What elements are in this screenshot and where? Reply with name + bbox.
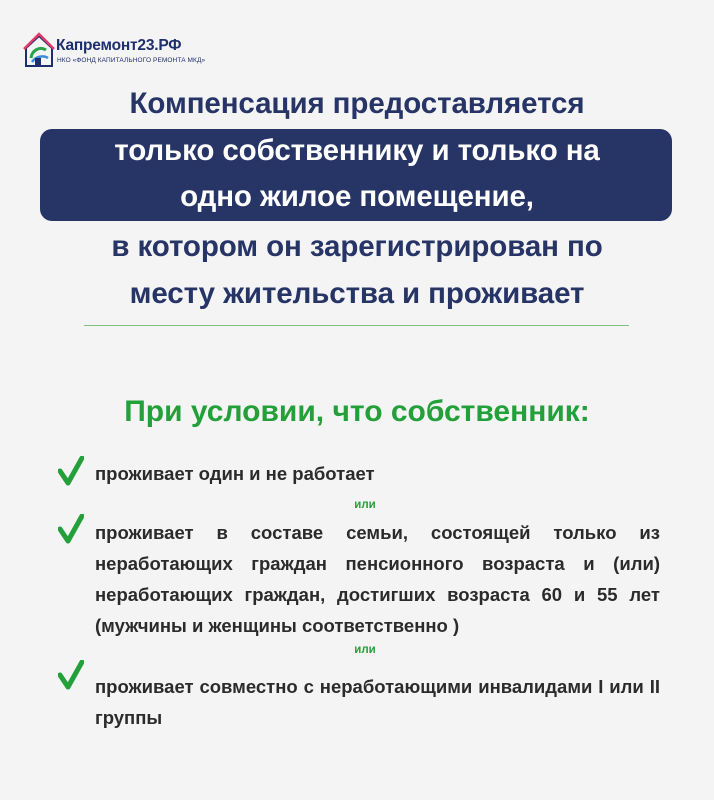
condition-item-3-text: проживает совместно с неработающими инвалидами I или II группы — [95, 676, 660, 728]
logo-title: Капремонт23.РФ — [56, 37, 182, 54]
condition-item-1: проживает один и не работает — [95, 463, 375, 484]
or-separator-1: или — [354, 499, 376, 511]
or-separator-2: или — [354, 644, 376, 656]
headline-line-4: в котором он зарегистрирован по — [111, 230, 603, 263]
house-logo-icon — [22, 28, 56, 68]
condition-item-2-text: проживает в составе семьи, состоящей только из неработающих граждан пенсионного возраста и (или) неработающих граждан, достигших возраста 60 и 55 лет (мужчины и женщины соответственно ) — [95, 522, 660, 636]
logo — [22, 28, 232, 68]
checkmark-icon — [58, 456, 84, 486]
conditions-title: При условии, что собственник: — [124, 395, 590, 428]
condition-item-3 — [95, 671, 660, 733]
checkmark-icon — [58, 660, 84, 690]
condition-item-2 — [95, 517, 660, 641]
headline-line-1: Компенсация предоставляется — [129, 87, 585, 120]
banner-line-2: одно жилое помещение, — [180, 180, 534, 213]
checkmark-icon — [58, 514, 84, 544]
headline-line-5: месту жительства и проживает — [129, 277, 585, 310]
banner-line-1: только собственнику и только на — [114, 134, 600, 167]
divider — [84, 325, 629, 326]
logo-subtitle: НКО «ФОНД КАПИТАЛЬНОГО РЕМОНТА МКД» — [57, 57, 206, 64]
